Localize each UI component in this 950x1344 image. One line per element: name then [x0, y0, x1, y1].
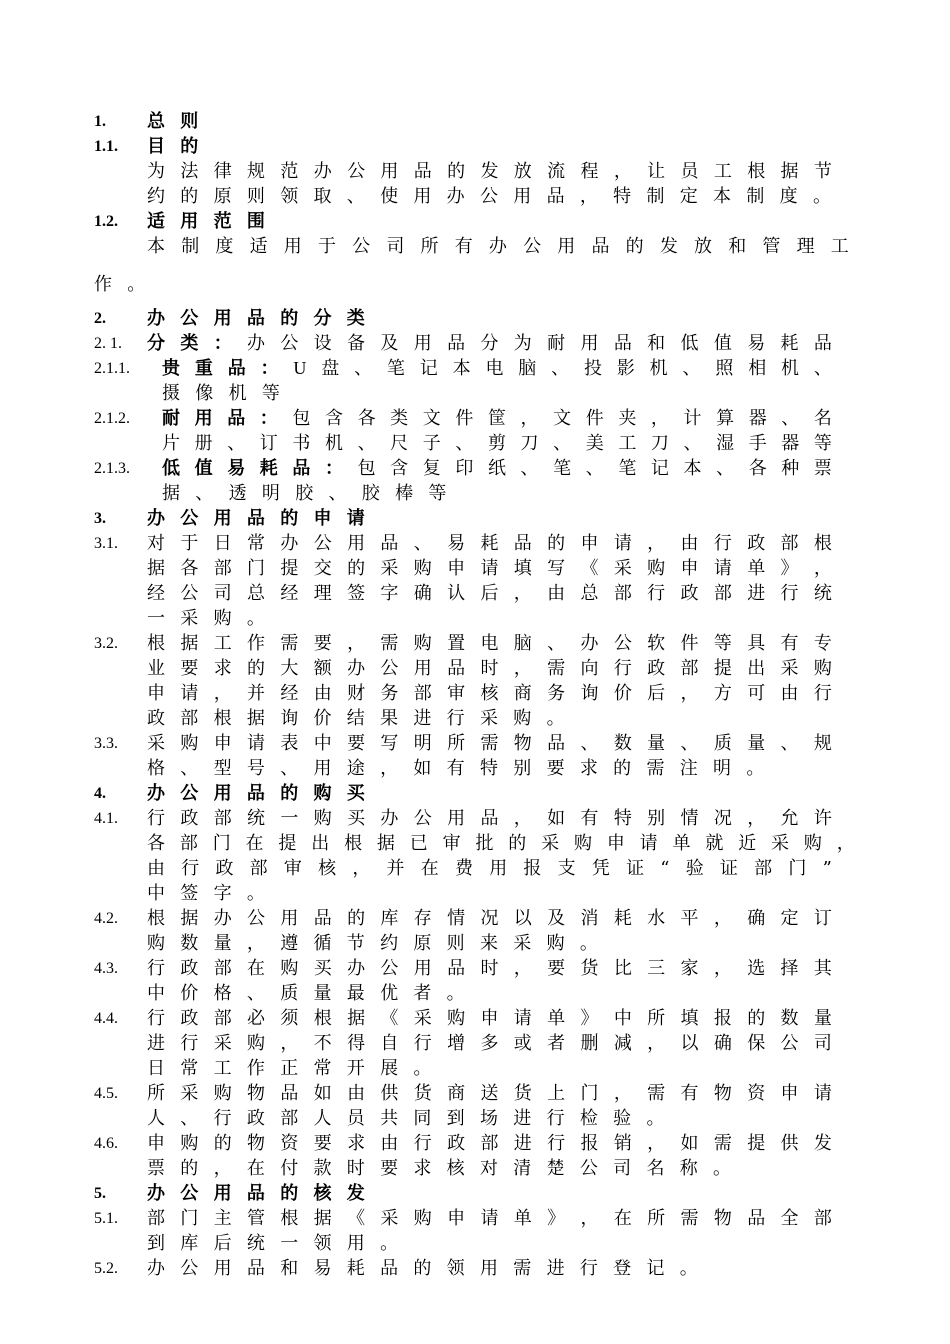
line-text: 行 政 部 统 一 购 买 办 公 用 品 ， 如 有 特 别 情 况 ， 允 许	[147, 808, 832, 829]
line-text: 为 法 律 规 范 办 公 用 品 的 发 放 流 程 ， 让 员 工 根 据 节	[147, 161, 832, 182]
line-text: 中 签 字 。	[147, 883, 265, 904]
numbered-line	[0, 1131, 950, 1156]
numbered-line	[0, 109, 950, 134]
text-line	[0, 1106, 950, 1131]
section-number: 2.1.2.	[94, 410, 130, 427]
text-line	[0, 381, 950, 406]
line-text: 适 用 范 围	[147, 211, 265, 232]
text-line	[0, 931, 950, 956]
text-line	[0, 656, 950, 681]
line-text: 低 值 易 耗 品 ： 包 含 复 印 纸 、 笔 、 笔 记 本 、 各 种 票	[162, 458, 832, 479]
line-text: 购 数 量 ， 遵 循 节 约 原 则 来 采 购 。	[147, 933, 598, 954]
section-number: 4.3.	[94, 960, 118, 977]
text-line	[0, 1231, 950, 1256]
line-text: 贵 重 品 ： U 盘 、 笔 记 本 电 脑 、 投 影 机 、 照 相 机 、	[162, 358, 832, 379]
numbered-line	[0, 1081, 950, 1106]
line-text: 部 门 主 管 根 据 《 采 购 申 请 单 》 ， 在 所 需 物 品 全 部	[147, 1208, 832, 1229]
section-number: 4.1.	[94, 810, 118, 827]
text-line	[0, 581, 950, 606]
line-text: 政 部 根 据 询 价 结 果 进 行 采 购 。	[147, 708, 565, 729]
text-line	[0, 1156, 950, 1181]
line-text: 办 公 用 品 的 购 买	[147, 783, 365, 804]
line-text: 采 购 申 请 表 中 要 写 明 所 需 物 品 、 数 量 、 质 量 、 规	[147, 733, 832, 754]
text-line	[0, 272, 950, 297]
numbered-line	[0, 781, 950, 806]
numbered-line	[0, 456, 950, 481]
section-number: 1.	[94, 113, 106, 130]
section-number: 4.5.	[94, 1085, 118, 1102]
line-text: 据 各 部 门 提 交 的 采 购 申 请 填 写 《 采 购 申 请 单 》 ，	[147, 558, 832, 579]
numbered-line	[0, 134, 950, 159]
text-line	[0, 706, 950, 731]
text-line	[0, 756, 950, 781]
text-line	[0, 981, 950, 1006]
text-line	[0, 856, 950, 881]
line-text: 据 、 透 明 胶 、 胶 棒 等	[162, 483, 447, 504]
line-text: 片 册 、 订 书 机 、 尺 子 、 剪 刀 、 美 工 刀 、 湿 手 器 等	[162, 433, 832, 454]
line-text: 行 政 部 在 购 买 办 公 用 品 时 ， 要 货 比 三 家 ， 选 择 其	[147, 958, 832, 979]
line-text: 本 制 度 适 用 于 公 司 所 有 办 公 用 品 的 发 放 和 管 理 工	[147, 236, 849, 257]
line-text: 由 行 政 部 审 核 ， 并 在 费 用 报 支 凭 证 “ 验 证 部 门 ”	[147, 858, 832, 879]
section-number: 2.1.3.	[94, 460, 130, 477]
text-line	[0, 1056, 950, 1081]
numbered-line	[0, 209, 950, 234]
line-text: 办 公 用 品 的 分 类	[147, 308, 365, 329]
line-text: 格 、 型 号 、 用 途 ， 如 有 特 别 要 求 的 需 注 明 。	[147, 758, 765, 779]
section-number: 2.	[94, 310, 106, 327]
numbered-line	[0, 331, 950, 356]
line-text: 经 公 司 总 经 理 签 字 确 认 后 ， 由 总 部 行 政 部 进 行 统	[147, 583, 832, 604]
numbered-line	[0, 531, 950, 556]
numbered-line	[0, 1206, 950, 1231]
line-text: 所 采 购 物 品 如 由 供 货 商 送 货 上 门 ， 需 有 物 资 申 请	[147, 1083, 832, 1104]
line-text: 申 购 的 物 资 要 求 由 行 政 部 进 行 报 销 ， 如 需 提 供 发	[147, 1133, 832, 1154]
line-text: 中 价 格 、 质 量 最 优 者 。	[147, 983, 465, 1004]
text-line	[0, 556, 950, 581]
line-text: 分 类 ： 办 公 设 备 及 用 品 分 为 耐 用 品 和 低 值 易 耗 品	[147, 333, 832, 354]
text-line	[0, 1031, 950, 1056]
line-text: 各 部 门 在 提 出 根 据 已 审 批 的 采 购 申 请 单 就 近 采 购 ，	[147, 833, 855, 854]
section-number: 2.1.1.	[94, 360, 130, 377]
numbered-line	[0, 506, 950, 531]
numbered-line	[0, 806, 950, 831]
line-text: 耐 用 品 ： 包 含 各 类 文 件 筐 ， 文 件 夹 ， 计 算 器 、 名	[162, 408, 832, 429]
section-number: 5.2.	[94, 1260, 118, 1277]
line-text: 到 库 后 统 一 领 用 。	[147, 1233, 399, 1254]
line-text: 日 常 工 作 正 常 开 展 。	[147, 1058, 432, 1079]
line-text: 行 政 部 必 须 根 据 《 采 购 申 请 单 》 中 所 填 报 的 数 量	[147, 1008, 832, 1029]
section-number: 4.	[94, 785, 106, 802]
line-text: 根 据 办 公 用 品 的 库 存 情 况 以 及 消 耗 水 平 ， 确 定 订	[147, 908, 832, 929]
line-text: 作 。	[94, 274, 146, 295]
text-line	[0, 481, 950, 506]
numbered-line	[0, 406, 950, 431]
section-number: 4.4.	[94, 1010, 118, 1027]
text-line	[0, 831, 950, 856]
numbered-line	[0, 956, 950, 981]
line-text: 根 据 工 作 需 要 ， 需 购 置 电 脑 、 办 公 软 件 等 具 有 专	[147, 633, 832, 654]
numbered-line	[0, 731, 950, 756]
section-number: 1.1.	[94, 138, 118, 155]
numbered-line	[0, 1006, 950, 1031]
line-text: 进 行 采 购 ， 不 得 自 行 增 多 或 者 删 减 ， 以 确 保 公 司	[147, 1033, 832, 1054]
section-number: 3.	[94, 510, 106, 527]
text-line	[0, 881, 950, 906]
numbered-line	[0, 1181, 950, 1206]
section-number: 1.2.	[94, 213, 118, 230]
numbered-line	[0, 306, 950, 331]
line-text: 办 公 用 品 的 申 请	[147, 508, 365, 529]
section-number: 5.1.	[94, 1210, 118, 1227]
line-text: 办 公 用 品 的 核 发	[147, 1183, 365, 1204]
line-text: 票 的 ， 在 付 款 时 要 求 核 对 清 楚 公 司 名 称 。	[147, 1158, 732, 1179]
line-text: 人 、 行 政 部 人 员 共 同 到 场 进 行 检 验 。	[147, 1108, 665, 1129]
section-number: 4.6.	[94, 1135, 118, 1152]
line-text: 目 的	[147, 136, 199, 157]
text-line	[0, 681, 950, 706]
line-text: 摄 像 机 等	[162, 383, 280, 404]
section-number: 3.1.	[94, 535, 118, 552]
line-text: 对 于 日 常 办 公 用 品 、 易 耗 品 的 申 请 ， 由 行 政 部 根	[147, 533, 832, 554]
line-text: 约 的 原 则 领 取 、 使 用 办 公 用 品 ， 特 制 定 本 制 度 。	[147, 186, 831, 207]
section-number: 3.2.	[94, 635, 118, 652]
section-number: 5.	[94, 1185, 106, 1202]
text-line	[0, 234, 950, 259]
text-line	[0, 184, 950, 209]
text-line	[0, 606, 950, 631]
numbered-line	[0, 356, 950, 381]
line-text: 办 公 用 品 和 易 耗 品 的 领 用 需 进 行 登 记 。	[147, 1258, 698, 1279]
text-line	[0, 159, 950, 184]
numbered-line	[0, 1256, 950, 1281]
numbered-line	[0, 631, 950, 656]
line-text: 一 采 购 。	[147, 608, 265, 629]
section-number: 3.3.	[94, 735, 118, 752]
line-text: 申 请 ， 并 经 由 财 务 部 审 核 商 务 询 价 后 ， 方 可 由 行	[147, 683, 832, 704]
line-text: 总 则	[147, 111, 199, 132]
numbered-line	[0, 906, 950, 931]
section-number: 4.2.	[94, 910, 118, 927]
line-text: 业 要 求 的 大 额 办 公 用 品 时 ， 需 向 行 政 部 提 出 采 购	[147, 658, 832, 679]
text-line	[0, 431, 950, 456]
section-number: 2. 1.	[94, 335, 122, 352]
